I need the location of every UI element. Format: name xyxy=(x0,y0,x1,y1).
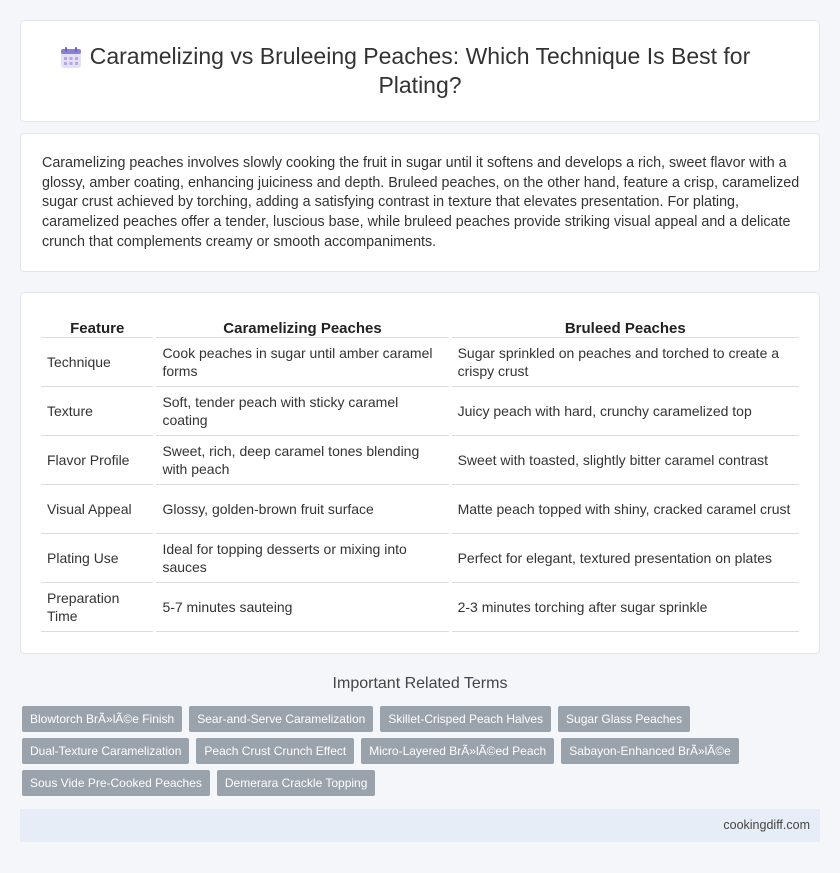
row-feature-cell: Texture xyxy=(41,386,153,435)
term-tag[interactable]: Demerara Crackle Topping xyxy=(217,770,376,796)
caramelizing-cell: Ideal for topping desserts or mixing into sauces xyxy=(156,533,448,582)
caramelizing-cell: Sweet, rich, deep caramel tones blending with peach xyxy=(156,435,448,484)
caramelizing-cell: Soft, tender peach with sticky caramel coating xyxy=(156,386,448,435)
footer-site-link[interactable]: cookingdiff.com xyxy=(723,818,810,832)
caramelizing-cell: 5-7 minutes sauteing xyxy=(156,582,448,631)
term-tag[interactable]: Blowtorch BrÃ»lÃ©e Finish xyxy=(22,706,182,732)
row-feature-cell: Preparation Time xyxy=(41,582,153,631)
term-tag[interactable]: Sugar Glass Peaches xyxy=(558,706,690,732)
intro-card xyxy=(20,133,820,272)
comparison-table xyxy=(41,316,799,632)
intro-paragraph: Caramelizing peaches involves slowly cooking the fruit in sugar until it softens and develops a rich, sweet flavor with a glossy, amber coating, enhancing juiciness and depth. Bruleed peaches, on the other hand, feature a crisp, caramelized sugar crust achieved by torching, adding a satisfying contrast in texture that elevates presentation. For plating, caramelized peaches offer a tender, luscious base, while bruleed peaches provide striking visual appeal and a delicate crunch that complements creamy or smooth accompaniments. xyxy=(42,155,800,250)
term-tag[interactable]: Sear-and-Serve Caramelization xyxy=(189,706,373,732)
bruleed-cell: Sugar sprinkled on peaches and torched to create a crispy crust xyxy=(452,337,799,386)
footer xyxy=(20,809,820,842)
bruleed-cell: Perfect for elegant, textured presentation on plates xyxy=(452,533,799,582)
caramelizing-cell: Cook peaches in sugar until amber caramel forms xyxy=(156,337,448,386)
column-header-bruleed: Bruleed Peaches xyxy=(452,316,799,337)
term-tag[interactable]: Micro-Layered BrÃ»lÃ©ed Peach xyxy=(361,738,554,764)
bruleed-cell: Juicy peach with hard, crunchy caramelized top xyxy=(452,386,799,435)
column-header-feature: Feature xyxy=(41,316,153,337)
table-row xyxy=(41,337,799,386)
row-feature-cell: Technique xyxy=(41,337,153,386)
related-terms-list xyxy=(22,706,812,796)
bruleed-cell: Matte peach topped with shiny, cracked caramel crust xyxy=(452,484,799,533)
title-card xyxy=(20,20,820,122)
row-feature-cell: Flavor Profile xyxy=(41,435,153,484)
table-row xyxy=(41,533,799,582)
table-row xyxy=(41,435,799,484)
caramelizing-cell: Glossy, golden-brown fruit surface xyxy=(156,484,448,533)
table-row xyxy=(41,386,799,435)
row-feature-cell: Plating Use xyxy=(41,533,153,582)
table-header-row xyxy=(41,316,799,337)
bruleed-cell: Sweet with toasted, slightly bitter caramel contrast xyxy=(452,435,799,484)
term-tag[interactable]: Peach Crust Crunch Effect xyxy=(196,738,354,764)
table-row xyxy=(41,582,799,631)
row-feature-cell: Visual Appeal xyxy=(41,484,153,533)
term-tag[interactable]: Skillet-Crisped Peach Halves xyxy=(380,706,551,732)
term-tag[interactable]: Sabayon-Enhanced BrÃ»lÃ©e xyxy=(561,738,739,764)
related-terms-heading: Important Related Terms xyxy=(332,675,508,692)
bruleed-cell: 2-3 minutes torching after sugar sprinkle xyxy=(452,582,799,631)
comparison-card xyxy=(20,292,820,654)
page-title: Caramelizing vs Bruleeing Peaches: Which Technique Is Best for Plating? xyxy=(89,43,751,98)
table-row xyxy=(41,484,799,533)
term-tag[interactable]: Sous Vide Pre-Cooked Peaches xyxy=(22,770,210,796)
term-tag[interactable]: Dual-Texture Caramelization xyxy=(22,738,189,764)
column-header-caramelizing: Caramelizing Peaches xyxy=(156,316,448,337)
